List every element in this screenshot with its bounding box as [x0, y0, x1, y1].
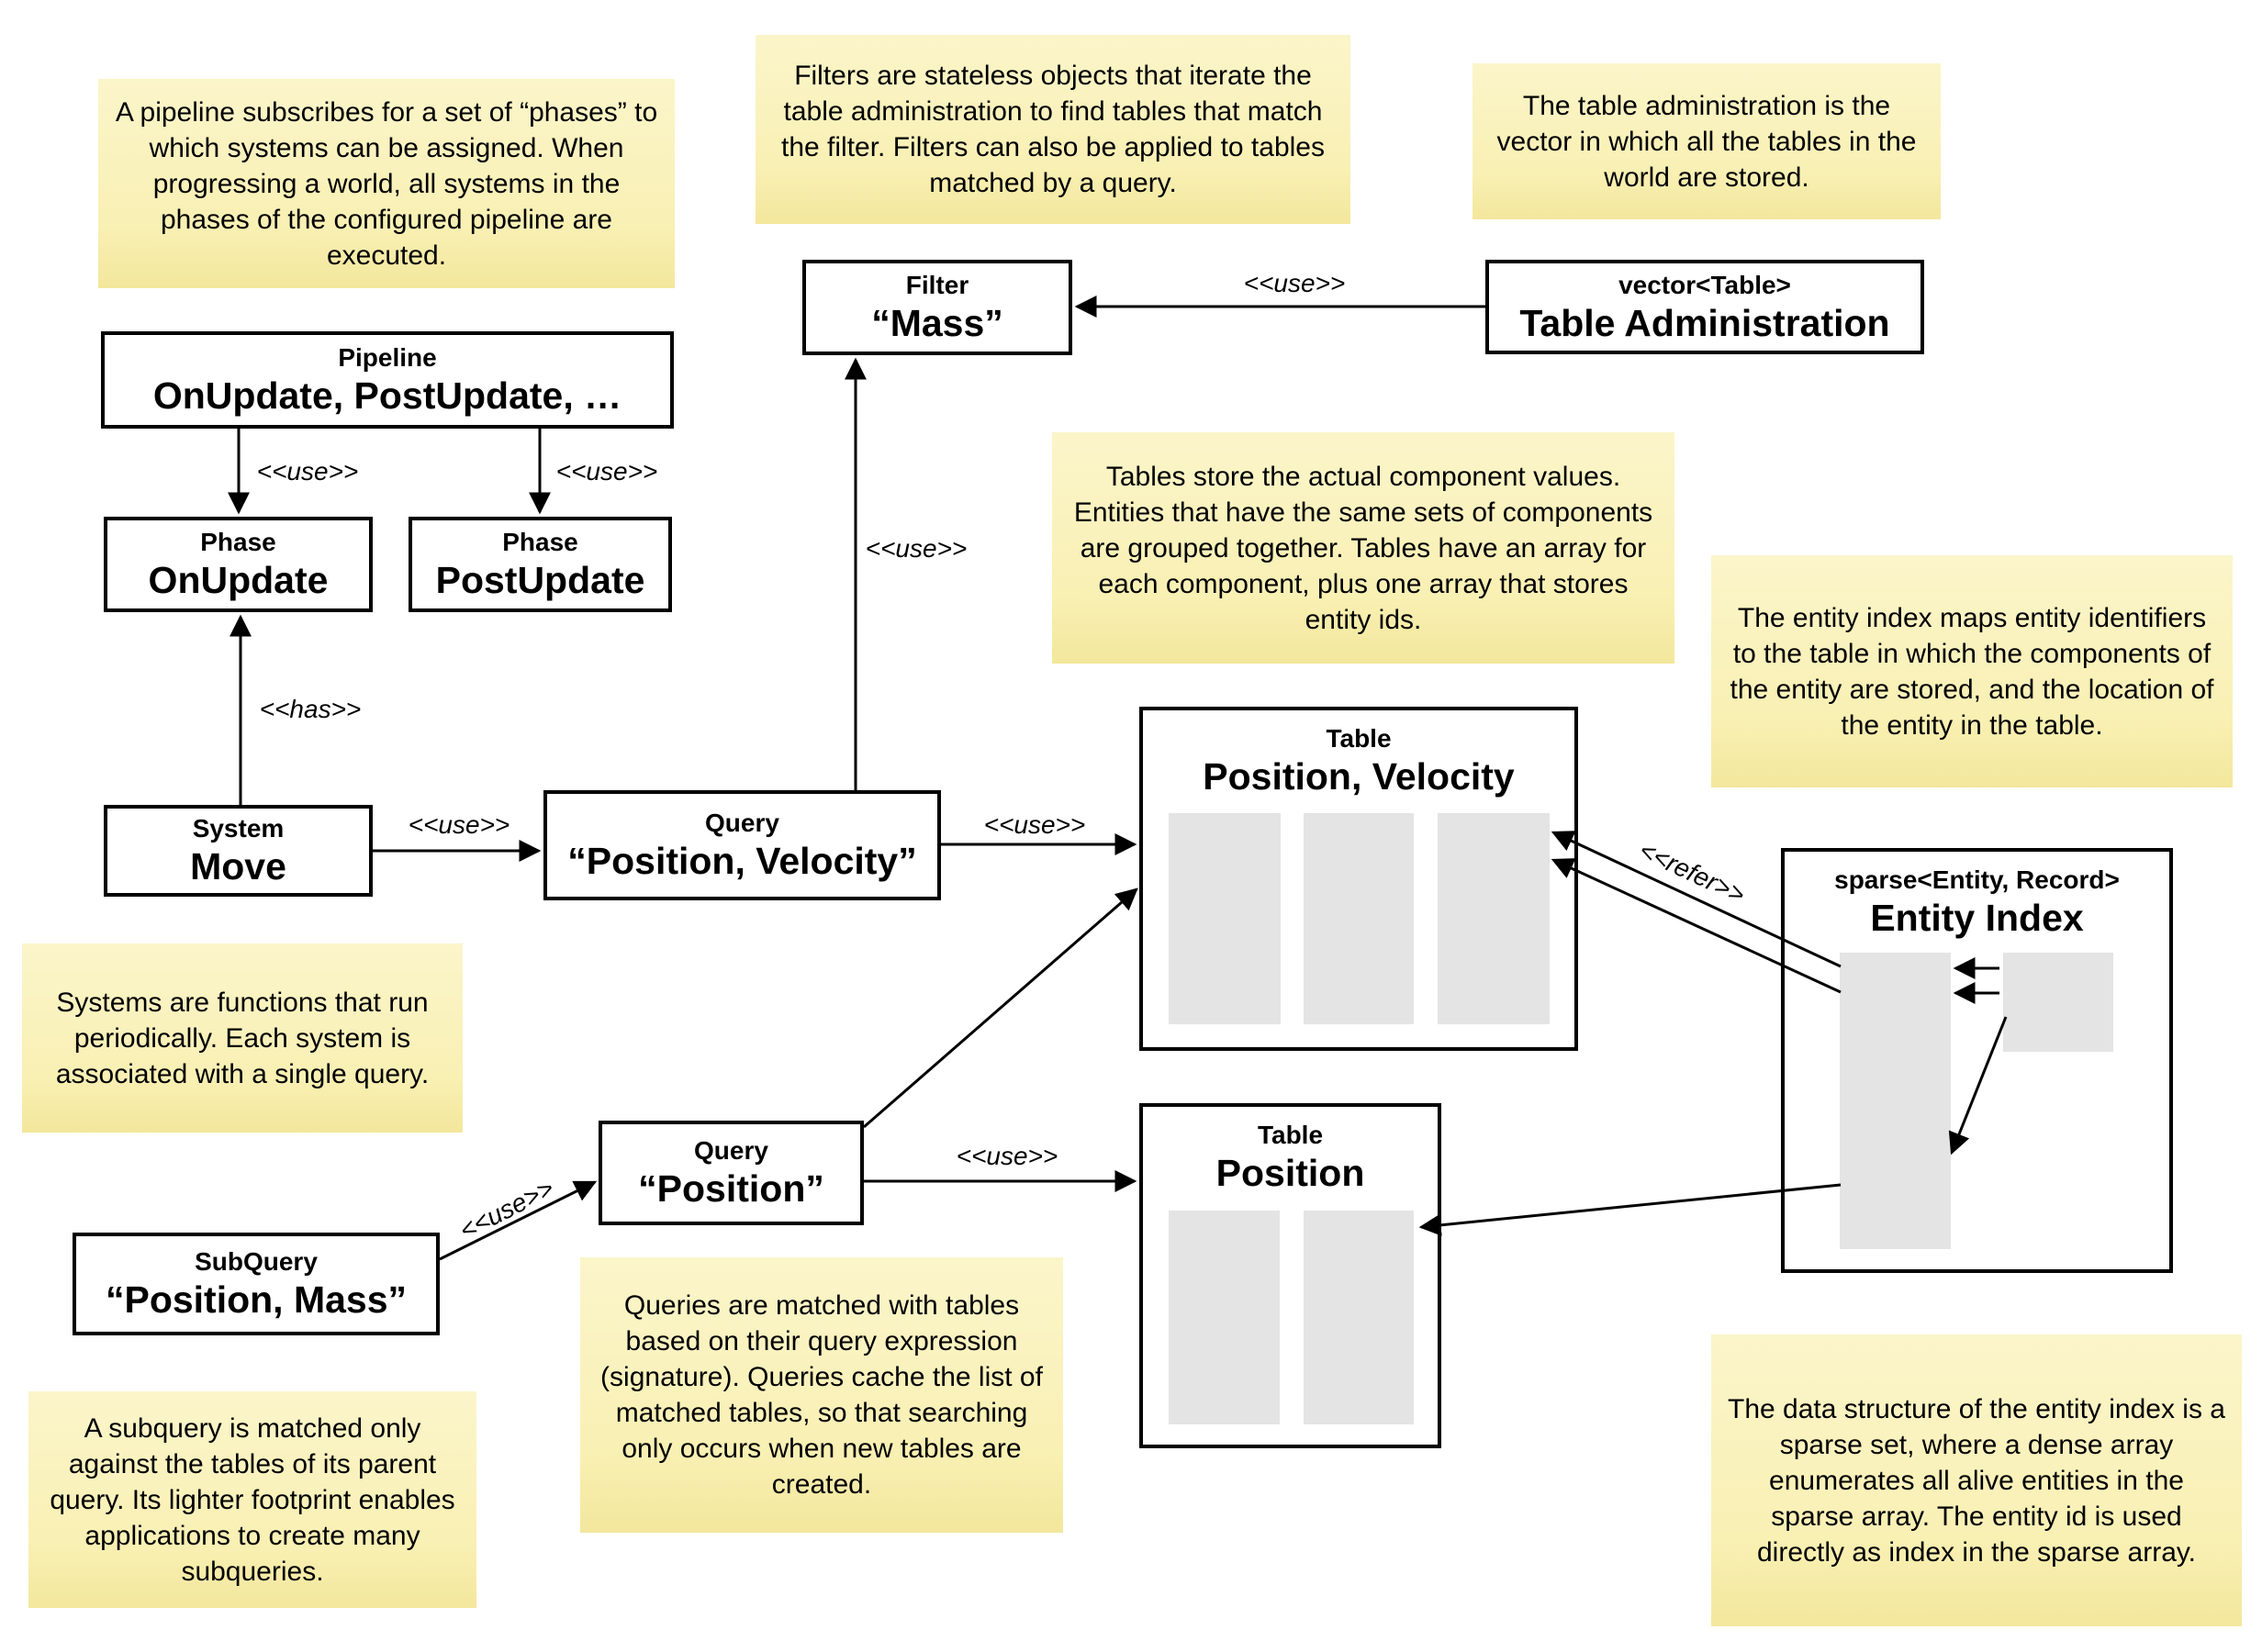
node-table-administration [1485, 260, 1924, 354]
note-filters [756, 35, 1350, 224]
note-table-administration [1473, 63, 1941, 219]
node-title: Position, Velocity [1203, 755, 1515, 798]
note-entity-index [1711, 555, 2233, 787]
note-text: A subquery is matched only against the tables of its parent query. Its lighter footprint enables applications to create many subqueries. [50, 1412, 455, 1587]
node-stereotype: System [192, 814, 285, 843]
node-phase-postupdate [409, 517, 672, 612]
node-title: PostUpdate [435, 559, 645, 601]
component-array [1438, 813, 1550, 1024]
node-title: Entity Index [1870, 897, 2084, 939]
note-text: A pipeline subscribes for a set of “phases” to which systems can be assigned. When progressing a world, all systems in the phases of the configured pipeline are executed. [115, 96, 658, 271]
note-tables [1052, 432, 1674, 664]
component-array [1169, 813, 1281, 1024]
edge-label-use: <<use>> [408, 810, 510, 839]
note-systems [22, 943, 463, 1133]
node-query-position [599, 1121, 864, 1225]
edge-label-use: <<use>> [983, 810, 1086, 839]
note-text: Tables store the actual component values. Entities that have the same sets of components are grouped together. Tables have an array for each component, plus one array that stores entity ids. [1073, 461, 1653, 635]
edge-label-use: <<use>> [555, 457, 658, 486]
node-title: OnUpdate [148, 559, 329, 601]
node-title: “Position, Velocity” [567, 840, 917, 882]
edge-label-use: <<use>> [956, 1142, 1058, 1170]
edge-label-has: <<has>> [259, 695, 362, 723]
node-pipeline [101, 331, 674, 429]
sparse-array [1840, 953, 1951, 1249]
node-table-position [1139, 1103, 1441, 1448]
node-title: Position [1215, 1152, 1365, 1194]
note-sparse-set [1711, 1334, 2242, 1626]
edge-label-use: <<use>> [454, 1173, 559, 1245]
node-stereotype: Table [1257, 1121, 1324, 1149]
note-text: The table administration is the vector in which all the tables in the world are stored. [1496, 90, 1917, 193]
edge-label-refer: <<refer>> [1634, 835, 1750, 910]
node-stereotype: Query [694, 1136, 768, 1165]
node-stereotype: SubQuery [195, 1247, 318, 1276]
node-filter-mass [802, 260, 1072, 355]
component-array [1304, 813, 1414, 1024]
node-title: Move [190, 845, 286, 887]
edge-label-use: <<use>> [1243, 269, 1346, 297]
node-title: “Position” [638, 1167, 824, 1210]
node-table-position-velocity [1139, 707, 1578, 1051]
note-text: Filters are stateless objects that iterate the table administration to find tables that match the filter. Filters can also be applied to tables matched by a query. [780, 61, 1325, 198]
arrow-query-pos-to-table-pv [864, 889, 1137, 1127]
dense-array [2003, 953, 2113, 1052]
note-subquery [28, 1391, 476, 1608]
node-title: “Mass” [871, 302, 1003, 344]
node-stereotype: Query [705, 809, 779, 837]
node-title: “Position, Mass” [105, 1278, 408, 1321]
component-array [1169, 1211, 1280, 1424]
node-system-move [104, 805, 373, 897]
note-text: The entity index maps entity identifiers to the table in which the components of the entity are stored, and the location of the entity in the table. [1730, 602, 2214, 741]
node-stereotype: Table [1326, 724, 1392, 753]
component-array [1304, 1211, 1414, 1424]
note-pipeline [98, 79, 675, 288]
note-text: Systems are functions that run periodically. Each system is associated with a single query. [55, 987, 430, 1089]
edge-label-use: <<use>> [865, 534, 968, 563]
arrow-entity-index-to-table-pos [1421, 1185, 1841, 1227]
node-entity-index [1781, 848, 2173, 1273]
node-title: OnUpdate, PostUpdate, … [152, 374, 622, 417]
node-stereotype: Filter [905, 271, 969, 299]
node-phase-onupdate [104, 517, 373, 612]
node-stereotype: vector<Table> [1618, 270, 1791, 299]
node-stereotype: Phase [502, 528, 578, 556]
node-stereotype: Phase [200, 528, 276, 556]
note-text: Queries are matched with tables based on their query expression (signature). Queries cache the list of matched tables, so that searching only occurs when new tables are created. [600, 1290, 1043, 1500]
edge-label-use: <<use>> [256, 457, 359, 486]
node-subquery-position-mass [73, 1233, 440, 1335]
node-stereotype: sparse<Entity, Record> [1834, 865, 2120, 894]
node-query-position-velocity [543, 790, 941, 900]
node-stereotype: Pipeline [338, 343, 437, 372]
node-title: Table Administration [1519, 301, 1890, 344]
note-text: The data structure of the entity index is a sparse set, where a dense array enumerates all alive entities in the sparse array. The entity id is used directly as index in the sparse array. [1728, 1393, 2225, 1568]
note-queries [580, 1257, 1063, 1533]
